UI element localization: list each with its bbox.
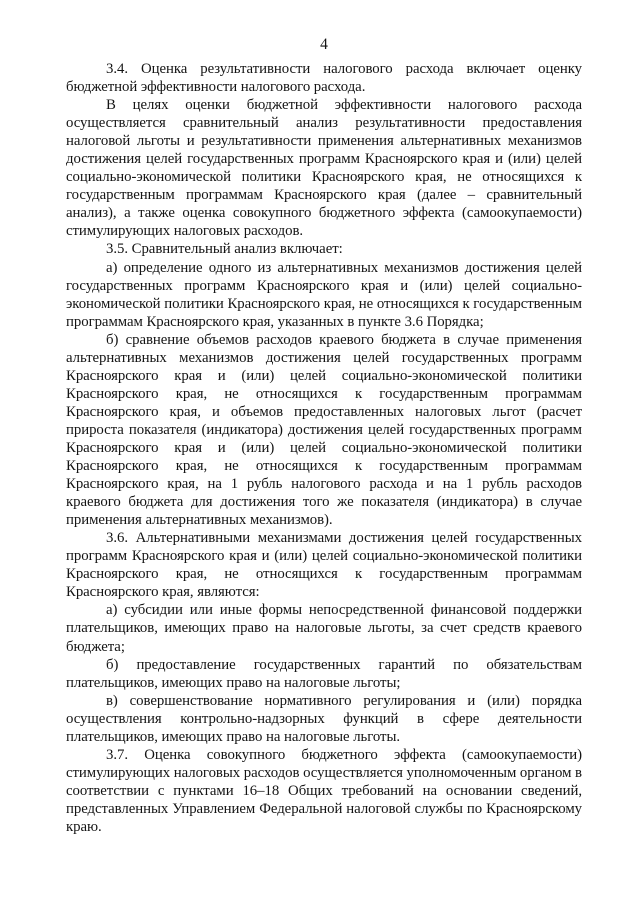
- document-body: [66, 60, 582, 836]
- paragraph-3-4: 3.4. Оценка результативности налогового расхода включает оценку бюджетной эффективности налогового расхода.: [66, 61, 582, 96]
- paragraph-3-6-c: в) совершенствование нормативного регулирования и (или) порядка осуществления контрольно-надзорных функций в сфере деятельности плательщиков, имеющих право на налоговые льготы.: [66, 692, 582, 745]
- paragraph-3-5: 3.5. Сравнительный анализ включает:: [106, 241, 343, 258]
- paragraph-3-6-a: а) субсидии или иные формы непосредственной финансовой поддержки плательщиков, имеющих право на налоговые льготы, за счет средств краевого бюджета;: [66, 602, 582, 655]
- paragraph-3-5-a: а) определение одного из альтернативных механизмов достижения целей государственных программ Красноярского края и (или) целей социально-экономической политики Красноярского края, не относящихся к государственным программам Красноярского края, указанных в пункте 3.6 Порядка;: [66, 259, 582, 330]
- page-number: 4: [320, 36, 328, 53]
- paragraph-budget-efficiency: В целях оценки бюджетной эффективности налогового расхода осуществляется сравнительный анализ результативности предоставления налоговой льготы и результативности применения альтернативных механизмов достижения целей государственных программ Красноярского края и (или) целей социально-экономической политики Красноярского края, не относящихся к государственным программам Красноярского края (далее – сравнительный анализ), а также оценка совокупного бюджетного эффекта (самоокупаемости) стимулирующих налоговых расходов.: [66, 97, 582, 240]
- paragraph-3-7: 3.7. Оценка совокупного бюджетного эффекта (самоокупаемости) стимулирующих налоговых расходов осуществляется уполномоченным органом в соответствии с пунктами 16–18 Общих требований на основании сведений, представленных Управлением Федеральной налоговой службы по Красноярскому краю.: [66, 746, 582, 835]
- paragraph-3-5-b: б) сравнение объемов расходов краевого бюджета в случае применения альтернативных механизмов достижения целей государственных программ Красноярского края и (или) целей социально-экономической политики Красноярского края, не относящихся к государственным программам Красноярского края, и объемов предоставленных налоговых льгот (расчет прироста показателя (индикатора) достижения целей государственных программ Красноярского края и (или) целей социально-экономической политики Красноярского края, не относящихся к государственным программам Красноярского края, на 1 рубль налогового расхода и на 1 рубль расходов краевого бюджета для достижения того же показателя (индикатора) в случае применения альтернативных механизмов).: [66, 331, 582, 529]
- paragraph-3-6-b: б) предоставление государственных гарантий по обязательствам плательщиков, имеющих право на налоговые льготы;: [66, 656, 582, 691]
- paragraph-3-6: 3.6. Альтернативными механизмами достижения целей государственных программ Красноярского края и (или) целей социально-экономической политики Красноярского края, не относящихся к государственным программам Красноярского края, являются:: [66, 530, 582, 601]
